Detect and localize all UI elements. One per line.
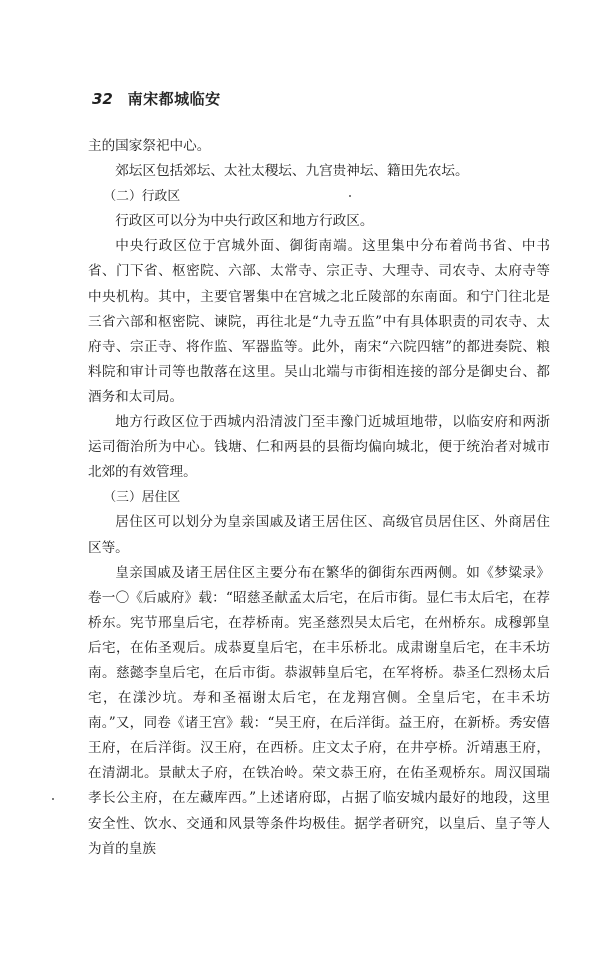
paragraph-residential-intro: 居住区可以划分为皇亲国戚及诸王居住区、高级官员居住区、外商居住区等。 [88, 514, 550, 556]
section-heading-residential-zone: （三）居住区 [103, 490, 181, 506]
paragraph-continuation: 主的国家祭祀中心。 [88, 138, 211, 154]
paragraph-central-administrative: 中央行政区位于宫城外面、御街南端。这里集中分布着尚书省、中书省、门下省、枢密院、六部、太常寺、宗正寺、大理寺、司农寺、太府寺等中央机构。其中，主要官署集中在宫城之北丘陵部的东南面。和宁门往北是三省六部和枢密院、谏院，再往北是“九寺五监”中有具体职责的司农寺、太府寺、宗正寺、将作监、军器监等。此外，南宋“六院四辖”的都进奏院、粮料院和审计司等也散落在这里。吴山北端与市街相连接的部分是御史台、都酒务和太司局。 [88, 238, 550, 405]
scan-speck [349, 195, 351, 197]
body-text [88, 134, 550, 862]
running-head [92, 88, 221, 109]
book-title: 南宋都城临安 [127, 90, 221, 108]
paragraph-administrative-intro: 行政区可以分为中央行政区和地方行政区。 [115, 213, 374, 230]
scan-speck [52, 798, 54, 800]
paragraph-local-administrative: 地方行政区位于西城内沿清波门至丰豫门近城垣地带，以临安府和两浙运司衙治所为中心。钱塘、仁和两县的县衙均偏向城北，便于统治者对城市北郊的有效管理。 [88, 414, 550, 481]
section-heading-administrative-zone: （二）行政区 [103, 189, 181, 205]
page-number: 32 [92, 90, 113, 108]
paragraph-suburban-altar-zone: 郊坛区包括郊坛、太社太稷坛、九宫贵神坛、籍田先农坛。 [115, 163, 469, 180]
paragraph-royal-residences: 皇亲国戚及诸王居住区主要分布在繁华的御街东西两侧。如《梦粱录》卷一〇《后戚府》载：“昭慈圣献孟太后宅，在后市街。显仁韦太后宅，在荐桥东。宪节邢皇后宅，在荐桥南。宪圣慈烈吴太后宅，在州桥东。成穆郭皇后宅，在佑圣观后。成恭夏皇后宅，在丰乐桥北。成肃谢皇后宅，在丰禾坊南。慈懿李皇后宅，在后市街。恭淑韩皇后宅，在军将桥。恭圣仁烈杨太后宅，在漾沙坑。寿和圣福谢太后宅，在龙翔宫侧。全皇后宅，在丰禾坊南。”又，同卷《诸王宫》载：“吴王府，在后洋街。益王府，在新桥。秀安僖王府，在后洋街。汉王府，在西桥。庄文太子府，在井亭桥。沂靖惠王府，在清湖北。景献太子府，在铁冶岭。荣文恭王府，在佑圣观桥东。周汉国瑞孝长公主府，在左藏库西。”上述诸府邸，占据了临安城内最好的地段，这里安全性、饮水、交通和风景等条件均极佳。据学者研究，以皇后、皇子等人为首的皇族 [88, 564, 550, 857]
